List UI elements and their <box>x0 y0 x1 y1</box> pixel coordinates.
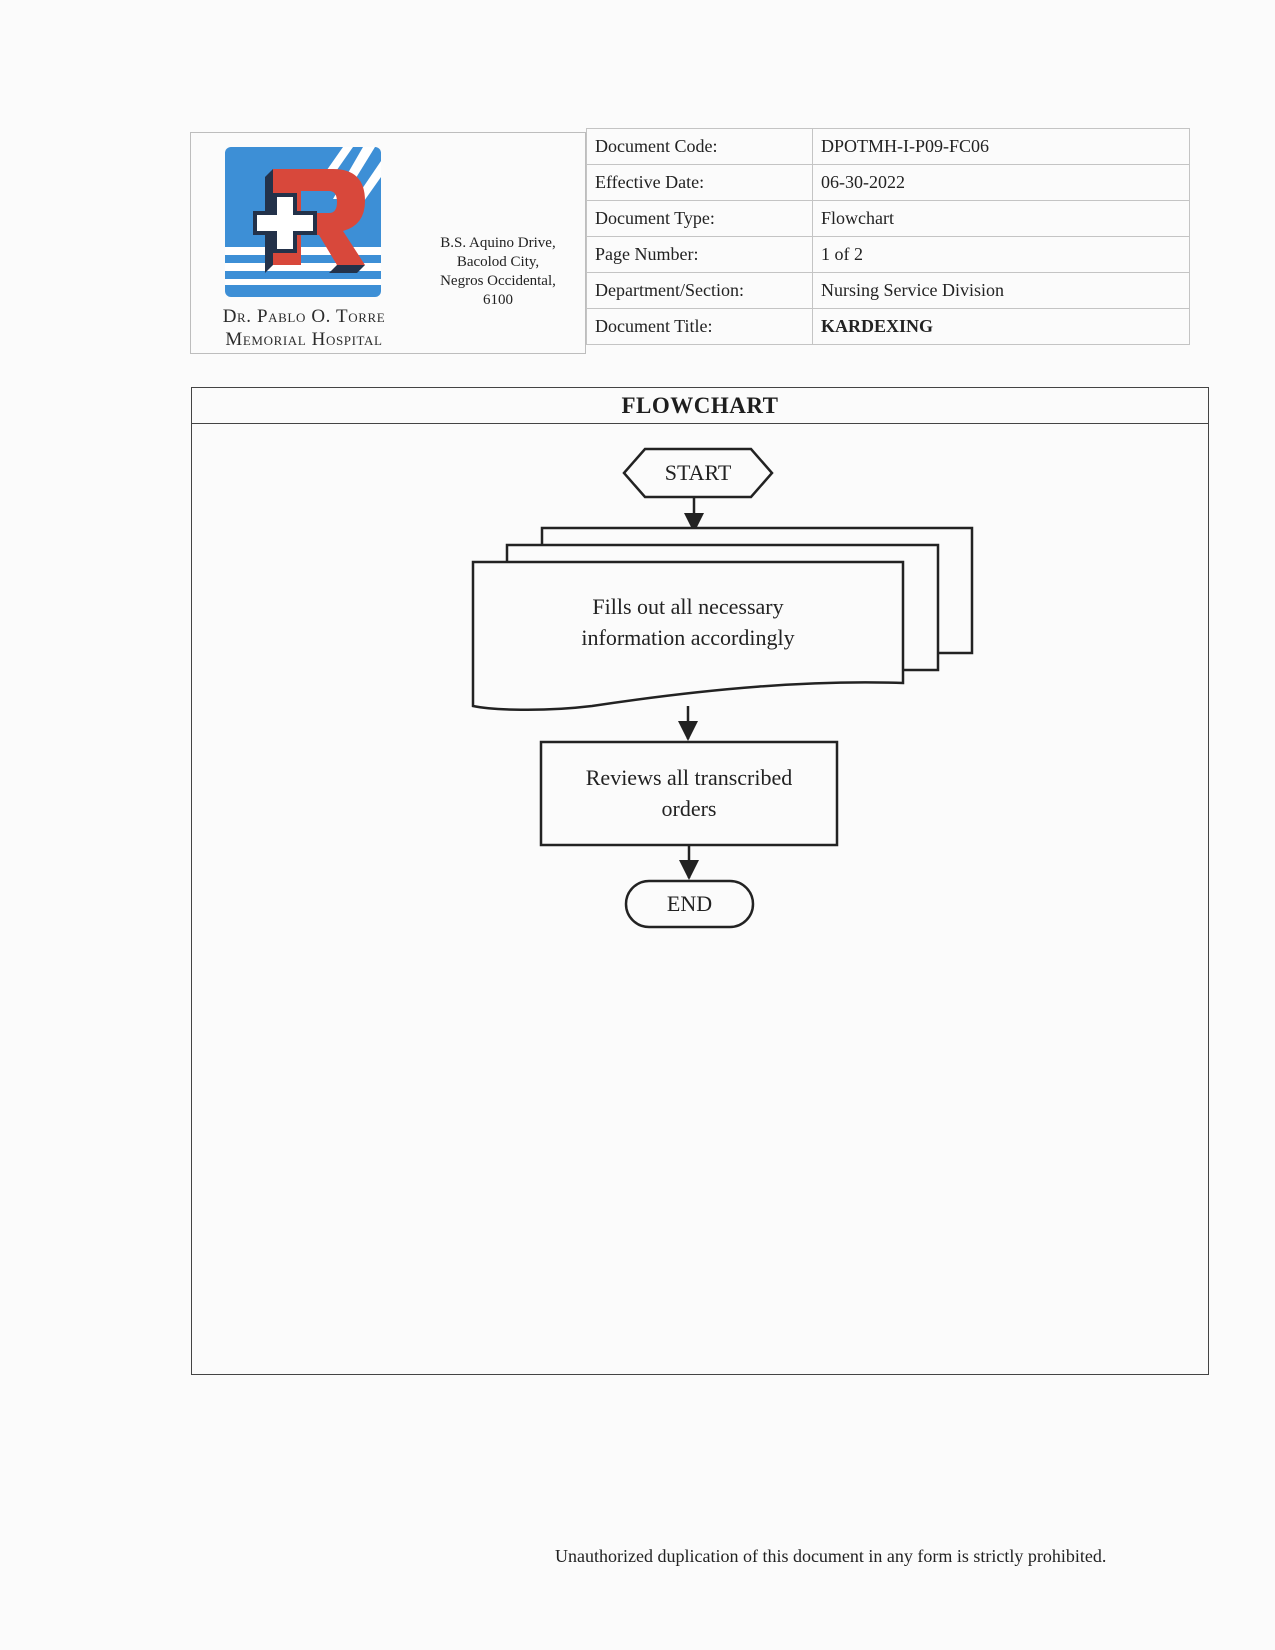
logo-cell <box>190 132 586 354</box>
info-label: Document Title: <box>587 309 813 345</box>
address-line: 6100 <box>483 292 513 308</box>
hospital-name <box>199 305 409 351</box>
info-row-document-type <box>587 201 1190 237</box>
info-value: KARDEXING <box>813 309 1190 345</box>
duplication-notice: Unauthorized duplication of this document in any form is strictly prohibited. <box>555 1546 1107 1566</box>
info-label: Page Number: <box>587 237 813 273</box>
address-line: Negros Occidental, <box>440 273 556 289</box>
hospital-address <box>413 234 583 310</box>
address-line: Bacolod City, <box>456 254 540 270</box>
end-label: END <box>666 891 713 916</box>
info-row-department <box>587 273 1190 309</box>
info-row-effective-date <box>587 165 1190 201</box>
step1-line: information accordingly <box>581 625 795 650</box>
info-label: Effective Date: <box>587 165 813 201</box>
info-row-page-number <box>587 237 1190 273</box>
info-value: 06-30-2022 <box>813 165 1190 201</box>
hospital-name-line1: Dr. Pablo O. Torre <box>222 306 386 327</box>
flowchart-diagram <box>192 388 1210 1376</box>
document-info-table <box>586 128 1190 345</box>
info-value: DPOTMH-I-P09-FC06 <box>813 129 1190 165</box>
hospital-name-line2: Memorial Hospital <box>225 329 383 350</box>
start-label: START <box>664 460 732 485</box>
flowchart-frame <box>191 387 1209 1375</box>
info-row-document-title <box>587 309 1190 345</box>
info-label: Document Code: <box>587 129 813 165</box>
info-value: Nursing Service Division <box>813 273 1190 309</box>
step1-text <box>473 591 903 653</box>
flowchart-title: FLOWCHART <box>192 388 1208 424</box>
step2-text <box>541 762 837 824</box>
step2-line: Reviews all transcribed <box>585 765 793 790</box>
info-label: Document Type: <box>587 201 813 237</box>
info-value: 1 of 2 <box>813 237 1190 273</box>
info-value: Flowchart <box>813 201 1190 237</box>
address-line: B.S. Aquino Drive, <box>440 235 556 251</box>
step1-line: Fills out all necessary <box>592 594 784 619</box>
document-header <box>190 128 1190 354</box>
info-row-document-code <box>587 129 1190 165</box>
step2-line: orders <box>661 796 717 821</box>
info-label: Department/Section: <box>587 273 813 309</box>
hospital-logo-icon <box>225 147 385 299</box>
